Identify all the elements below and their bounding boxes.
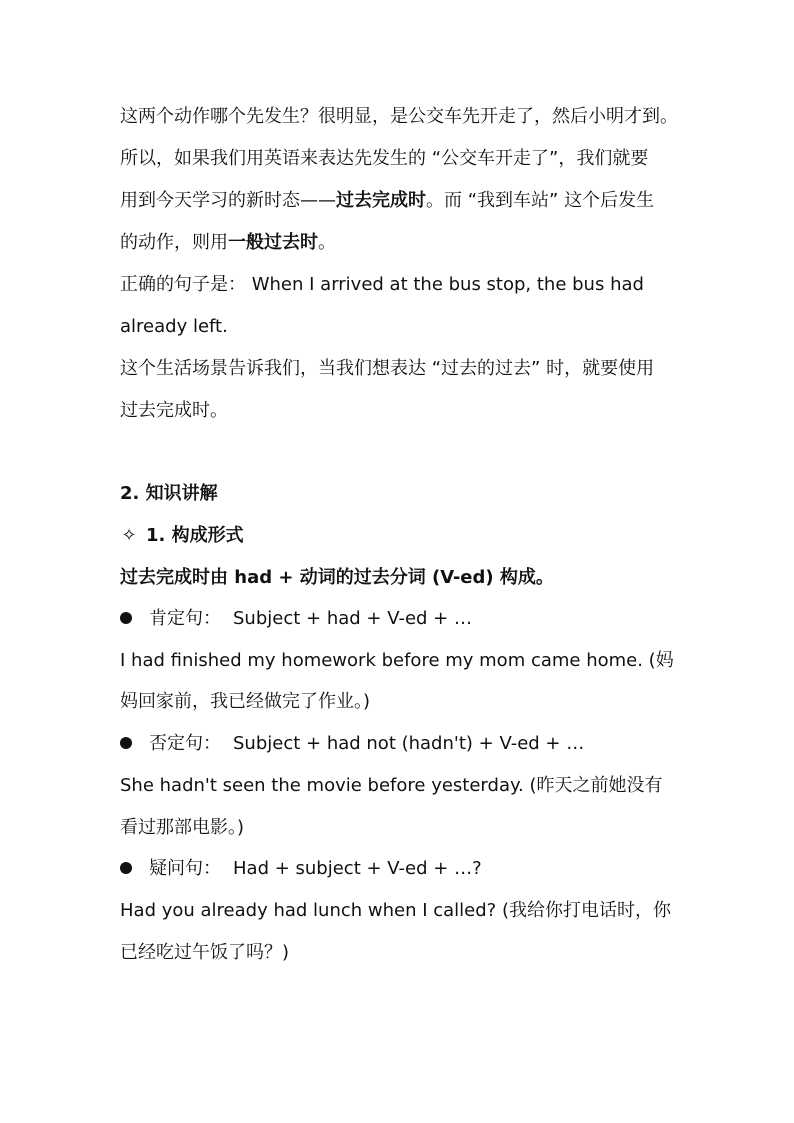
intro-line-3	[120, 188, 680, 214]
form-formula: Subject + had + V-ed + …	[233, 608, 472, 629]
form-label: 肯定句：	[149, 608, 221, 629]
negative-example-line-2: 看过那部电影。)	[120, 817, 245, 838]
subsection-title: 1. 构成形式	[146, 525, 244, 546]
formation-rule: 过去完成时由 had + 动词的过去分词 (V-ed) 构成。	[120, 567, 554, 588]
affirmative-form-row	[120, 606, 680, 632]
question-form-row	[120, 856, 680, 882]
intro-text: 。	[318, 232, 336, 253]
form-formula: Subject + had not (hadn't) + V-ed + …	[233, 733, 585, 754]
scenario-line-1: 这个生活场景告诉我们，当我们想表达 “过去的过去” 时，就要使用	[120, 358, 655, 379]
section-title: 2. 知识讲解	[120, 483, 218, 504]
correct-sentence-line-1: 正确的句子是： When I arrived at the bus stop, the bus had	[120, 274, 644, 295]
intro-text: 用到今天学习的新时态——	[120, 190, 336, 211]
diamond-icon: ✧	[121, 525, 137, 546]
bullet-icon	[120, 612, 132, 624]
intro-line-4	[120, 230, 680, 256]
question-form-text	[149, 856, 482, 882]
negative-form-text	[149, 731, 584, 757]
affirmative-form-text	[149, 606, 472, 632]
question-example-line-2: 已经吃过午饭了吗？)	[120, 942, 290, 963]
form-formula: Had + subject + V-ed + …?	[233, 858, 482, 879]
subsection-heading	[120, 523, 680, 549]
scenario-line-2: 过去完成时。	[120, 400, 228, 421]
negative-form-row	[120, 731, 680, 757]
form-label: 否定句：	[149, 733, 221, 754]
form-label: 疑问句：	[149, 858, 221, 879]
affirmative-example-line-2: 妈回家前，我已经做完了作业。)	[120, 691, 371, 712]
intro-line-2: 所以，如果我们用英语来表达先发生的 “公交车开走了”，我们就要	[120, 148, 649, 169]
intro-text: 的动作，则用	[120, 232, 228, 253]
intro-line-1: 这两个动作哪个先发生？很明显，是公交车先开走了，然后小明才到。	[120, 106, 678, 127]
negative-example-line-1: She hadn't seen the movie before yesterday. (昨天之前她没有	[120, 775, 663, 796]
intro-text: 。而 “我到车站” 这个后发生	[426, 190, 655, 211]
bullet-icon	[120, 737, 132, 749]
past-perfect-term: 过去完成时	[336, 190, 426, 211]
simple-past-term: 一般过去时	[228, 232, 318, 253]
question-example-line-1: Had you already had lunch when I called? (我给你打电话时，你	[120, 900, 671, 921]
bullet-icon	[120, 862, 132, 874]
correct-sentence-line-2: already left.	[120, 316, 228, 337]
affirmative-example-line-1: I had finished my homework before my mom came home. (妈	[120, 650, 674, 671]
